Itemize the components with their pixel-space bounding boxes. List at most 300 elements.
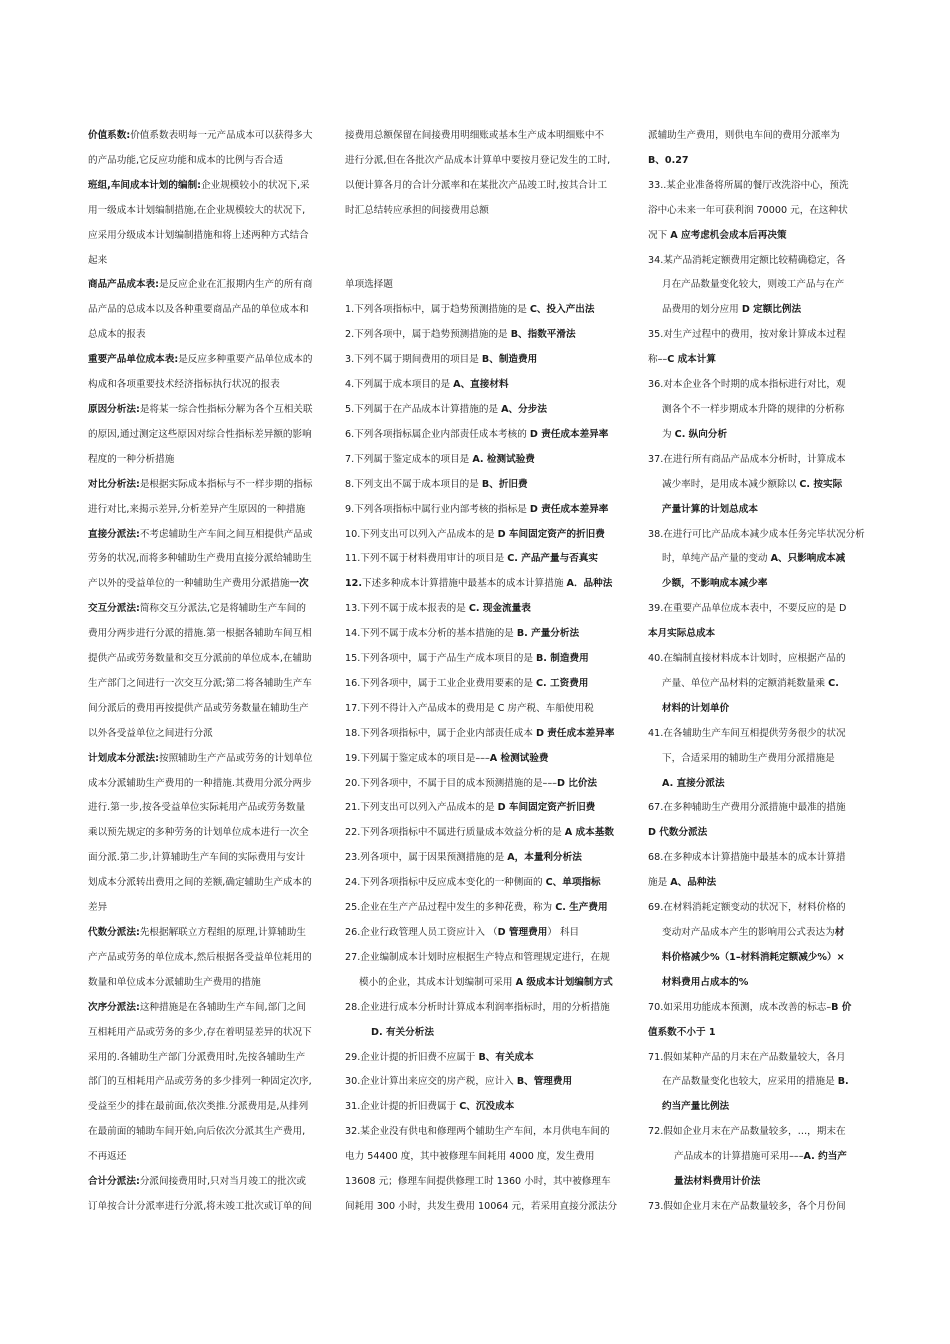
line-text: 产以外的受益单位的一种辅助生产费用分派措施 <box>88 578 290 590</box>
line-text: 产品成本的计算措施可采用––– <box>674 1151 804 1163</box>
text-line <box>345 547 635 572</box>
text-line <box>648 398 874 423</box>
bold-term: A. 检测试验费 <box>472 453 535 465</box>
text-line <box>88 348 332 373</box>
line-text: 分派间接费用时,只对当月竣工的批次或 <box>139 1176 306 1188</box>
line-text: 10.下列支出可以列入产品成本的是 <box>345 528 498 540</box>
text-line <box>345 1195 635 1220</box>
bold-term: 交互分派法: <box>88 603 140 615</box>
line-text: 构成和各项重要技术经济指标执行状况的报表 <box>88 379 280 391</box>
bold-term: C 成本计算 <box>667 354 716 366</box>
line-text: 接费用总额保留在间接费用明细账或基本生产成本明细账中不 <box>345 130 605 141</box>
text-line <box>88 796 332 821</box>
line-text: 进行对比,来揭示差异,分析差异产生原因的一种措施 <box>88 503 306 515</box>
column-right <box>648 124 874 1220</box>
text-line <box>648 697 874 722</box>
line-text: 34.某产品消耗定额费用定额比较精确稳定，各 <box>648 254 846 266</box>
line-text: 互相耗用产品或劳务的多少,存在着明显差异的状况下 <box>88 1026 312 1038</box>
bold-term: B. <box>837 1076 849 1088</box>
text-line <box>345 348 635 373</box>
text-line <box>345 871 635 896</box>
text-line <box>88 1070 332 1095</box>
bold-term: 重要产品单位成本表: <box>88 354 179 366</box>
text-line <box>345 672 635 697</box>
bold-term: B、指数平滑法 <box>510 329 576 341</box>
text-line <box>88 1021 332 1046</box>
line-text: 28.企业进行成本分析时计算成本利润率指标时，用的分析措施 <box>345 1001 610 1013</box>
line-text: 69.在材料消耗定额变动的状况下，材料价格的 <box>648 902 846 914</box>
line-text: 下述多种成本计算措施中最基本的成本计算措施 <box>362 578 567 590</box>
text-line <box>648 547 874 572</box>
line-text: 价值系数表明每一元产品成本可以获得多大 <box>130 130 313 141</box>
line-text: 程度的一种分析措施 <box>88 453 175 465</box>
bold-term: C. <box>828 677 839 689</box>
line-text: 13608 元；修理车间提供修理工时 1360 小时，其中被修理车 <box>345 1176 611 1188</box>
text-line <box>88 273 332 298</box>
line-text: 2.下列各项中，属于趋势预测措施的是 <box>345 329 511 341</box>
text-line <box>648 597 874 622</box>
bold-term: 商品产品成本表: <box>88 279 159 291</box>
line-text: 71.假如某种产品的月末在产品数量较大，各月 <box>648 1051 846 1063</box>
text-line <box>88 398 332 423</box>
bold-term: 产量计算的计划总成本 <box>662 503 758 515</box>
bold-term: B 价 <box>831 1001 852 1013</box>
line-text: 派辅助生产费用，则供电车间的费用分派率为 <box>648 130 840 141</box>
text-line <box>648 796 874 821</box>
text-line <box>648 971 874 996</box>
column-left <box>88 124 332 1220</box>
bold-term: 代数分派法: <box>88 927 140 938</box>
line-text: 39.在重要产品单位成本表中，不要反应的是 D <box>648 603 847 615</box>
text-line <box>345 323 635 348</box>
text-line <box>88 871 332 896</box>
line-text: 18.下列各项指标中，属于企业内部责任成本 <box>345 727 536 739</box>
bold-term: 计划成本分派法: <box>88 752 159 764</box>
text-line <box>345 1145 635 1170</box>
text-line <box>648 473 874 498</box>
line-text: 14.下列不属于成本分析的基本措施的是 <box>345 628 517 640</box>
bold-term: A. 直接分派法 <box>662 777 725 789</box>
line-text: 15.下列各项中，属于产品生产成本项目的是 <box>345 653 536 665</box>
bold-term: 班组,车间成本计划的编制: <box>88 179 202 191</box>
line-text: 不再返还 <box>88 1151 127 1163</box>
line-text: 订单按合计分派率进行分派,将未竣工批次或订单的间 <box>88 1200 312 1212</box>
line-text: 68.在多种成本计算措施中最基本的成本计算措 <box>648 852 846 864</box>
line-text: 生产部门之间进行一次交互分派;第二将各辅助生产车 <box>88 677 312 689</box>
text-line <box>345 697 635 722</box>
bold-term: C、沉没成本 <box>459 1101 515 1113</box>
text-line <box>345 996 635 1021</box>
text-line <box>88 498 332 523</box>
bold-term: A、直接材料 <box>453 379 509 391</box>
bold-term: 本月实际总成本 <box>648 628 716 640</box>
bold-term: 值系数不小于 1 <box>648 1026 716 1038</box>
bold-term: B、折旧费 <box>481 478 528 490</box>
text-line <box>88 547 332 572</box>
text-line <box>648 747 874 772</box>
line-text: 22.下列各项指标中不属进行质量成本效益分析的是 <box>345 827 565 839</box>
text-line <box>648 722 874 747</box>
text-line <box>648 124 874 149</box>
text-line <box>345 473 635 498</box>
text-line <box>88 747 332 772</box>
text-line <box>648 622 874 647</box>
line-text: 这种措施是在各辅助生产车间,部门之间 <box>139 1001 306 1013</box>
line-text: 38.在进行可比产品成本减少成本任务完毕状况分析 <box>648 528 865 540</box>
line-text: 进行.第一步,按各受益单位实际耗用产品或劳务数量 <box>88 802 306 814</box>
text-line <box>345 896 635 921</box>
line-text: 成本分派辅助生产费用的一种措施.其费用分派分两步 <box>88 777 312 789</box>
text-line <box>648 174 874 199</box>
bold-term: 次序分派法: <box>88 1001 140 1013</box>
text-line <box>88 124 332 149</box>
text-line <box>345 273 635 298</box>
text-line <box>648 249 874 274</box>
text-line <box>345 373 635 398</box>
line-text: 是将某一综合性指标分解为各个互相关联 <box>139 403 313 415</box>
line-text: 部门的互相耗用产品或劳务的多少排列一种固定次序, <box>88 1076 312 1088</box>
text-line <box>88 249 332 274</box>
bold-term: C. 按实际 <box>799 478 843 490</box>
bold-term: C、投入产出法 <box>529 304 595 316</box>
text-line <box>648 896 874 921</box>
bold-term: D 比价法 <box>556 777 598 789</box>
text-line <box>88 149 332 174</box>
line-text: 产量、单位产品材料的定额消耗数量乘 <box>662 677 829 689</box>
bold-term: B、制造费用 <box>481 354 538 366</box>
bold-term: D 车间固定资产折旧费 <box>497 802 596 814</box>
bold-term: C. 现金流量表 <box>468 603 531 615</box>
text-line <box>648 1120 874 1145</box>
text-line <box>88 821 332 846</box>
text-line <box>648 498 874 523</box>
text-line <box>345 647 635 672</box>
text-line <box>648 373 874 398</box>
bold-term: A 应考虑机会成本后再决策 <box>670 229 787 241</box>
line-text: 36.对本企业各个时期的成本指标进行对比，观 <box>648 379 846 391</box>
text-line <box>345 1046 635 1071</box>
text-line <box>88 622 332 647</box>
line-text: 费用分两步进行分派的措施.第一根据各辅助车间互相 <box>88 628 312 640</box>
bold-term: B、管理费用 <box>516 1076 573 1088</box>
bold-term: 约当产量比例法 <box>662 1101 730 1113</box>
bold-term: C. 生产费用 <box>555 902 608 914</box>
bold-term: A、品种法 <box>670 877 717 889</box>
line-text: 采用的.各辅助生产部门分派费用时,先按各辅助生产 <box>88 1051 306 1063</box>
line-text: 变动对产品成本产生的影响用公式表达为 <box>662 927 835 938</box>
bold-term: B. 制造费用 <box>536 653 589 665</box>
text-line <box>648 672 874 697</box>
bold-term: 材料费用占成本的% <box>662 976 749 988</box>
line-text: 8.下列支出不属于成本项目的是 <box>345 478 482 490</box>
text-line <box>648 1046 874 1071</box>
bold-term: 一次 <box>289 578 309 590</box>
text-line <box>648 298 874 323</box>
text-line <box>88 1095 332 1120</box>
line-text: 25.企业在生产产品过程中发生的多种花费，称为 <box>345 902 556 914</box>
text-line <box>345 572 635 597</box>
text-line <box>648 224 874 249</box>
bold-term: 料价格减少%（1–材料消耗定额减少%）× <box>662 951 845 963</box>
line-text: 33..某企业准备将所属的餐厅改洗浴中心，预洗 <box>648 179 849 191</box>
line-text: 23.列各项中，属于因果预测措施的是 <box>345 852 508 864</box>
bold-term: C. 工资费用 <box>536 677 589 689</box>
text-line <box>648 996 874 1021</box>
text-line <box>88 373 332 398</box>
text-line <box>648 871 874 896</box>
line-text: 35.对生产过程中的费用，按对象计算成本过程 <box>648 329 846 341</box>
text-line <box>88 896 332 921</box>
text-line <box>345 747 635 772</box>
bold-term: C. 纵向分析 <box>674 428 728 440</box>
bold-term: D 车间固定资产的折旧费 <box>497 528 605 540</box>
text-line <box>648 772 874 797</box>
bold-term: 少额，不影响成本减少率 <box>662 578 768 590</box>
text-line <box>648 423 874 448</box>
text-line <box>88 423 332 448</box>
line-text: 施是 <box>648 877 671 889</box>
bold-term: A、分步法 <box>501 403 547 415</box>
text-line <box>88 224 332 249</box>
text-line <box>345 149 635 174</box>
text-line <box>345 1021 635 1046</box>
text-line <box>345 1095 635 1120</box>
bold-term: 原因分析法: <box>88 403 140 415</box>
line-text: 数量和单位成本分派辅助生产费用的措施 <box>88 976 261 988</box>
line-text: 40.在编制直接材料成本计划时，应根据产品的 <box>648 653 846 665</box>
bold-term: C. 产品产量与否真实 <box>507 553 598 565</box>
text-line <box>345 722 635 747</box>
text-line <box>88 996 332 1021</box>
text-line <box>648 1170 874 1195</box>
bold-term: D 责任成本差异率 <box>536 727 615 739</box>
text-line <box>88 647 332 672</box>
line-text: 是根据实际成本指标与不一样步期的指标 <box>139 478 313 490</box>
line-text: 以便计算各月的合计分派率和在某批次产品竣工时,按其合计工 <box>345 179 608 191</box>
line-text: 16.下列各项中，属于工业企业费用要素的是 <box>345 677 536 689</box>
text-line <box>345 174 635 199</box>
text-line <box>345 796 635 821</box>
line-text: 30.企业计算出来应交的房产税，应计入 <box>345 1076 517 1088</box>
line-text: 41.在各辅助生产车间互相提供劳务很少的状况 <box>648 727 846 739</box>
line-text: 电力 54400 度，其中被修理车间耗用 4000 度，发生费用 <box>345 1151 595 1163</box>
text-line <box>88 672 332 697</box>
bold-term: A 检测试验费 <box>489 752 549 764</box>
line-text: 月在产品数量变化较大，则竣工产品与在产 <box>662 279 845 291</box>
line-text: 间分派后的费用再按提供产品或劳务数量在辅助生产 <box>88 702 309 714</box>
text-line <box>345 423 635 448</box>
text-line <box>345 523 635 548</box>
line-text: 70.如采用功能成本预测，成本改善的标志– <box>648 1001 832 1013</box>
bold-term: B. 产量分析法 <box>516 628 580 640</box>
line-text: 先根据解联立方程组的原理,计算辅助生 <box>139 927 306 938</box>
line-text: 面分派.第二步,计算辅助生产车间的实际费用与安计 <box>88 852 306 864</box>
text-line <box>345 199 635 224</box>
line-text: 3.下列不属于期间费用的项目是 <box>345 354 482 366</box>
line-text: 29.企业计提的折旧费不应属于 <box>345 1051 479 1063</box>
line-text: 4.下列属于成本项目的是 <box>345 379 454 391</box>
line-text: 况下 <box>648 229 671 241</box>
text-line <box>345 249 635 274</box>
line-text: 31.企业计提的折旧费属于 <box>345 1101 460 1113</box>
text-line <box>648 1070 874 1095</box>
bold-term: A 成本基数 <box>564 827 614 839</box>
text-line <box>345 1170 635 1195</box>
text-line <box>345 448 635 473</box>
line-text: 乘以预先规定的多种劳务的计划单位成本进行一次全 <box>88 827 309 839</box>
bold-term: 价值系数: <box>88 130 131 141</box>
line-text: 品产品的总成本以及各种重要商品产品的单位成本和 <box>88 304 309 316</box>
line-text: 时汇总结转应承担的间接费用总额 <box>345 204 489 216</box>
bold-term: D 代数分派法 <box>648 827 708 839</box>
line-text: 7.下列属于鉴定成本的项目是 <box>345 453 473 465</box>
text-line <box>345 946 635 971</box>
text-line <box>88 323 332 348</box>
text-line <box>345 846 635 871</box>
line-text: 称–– <box>648 354 668 366</box>
text-line <box>648 448 874 473</box>
line-text: 模小的企业，其成本计划编制可采用 <box>359 976 516 988</box>
line-text: 24.下列各项指标中反应成本变化的一种侧面的 <box>345 877 546 889</box>
text-line <box>88 1145 332 1170</box>
text-line <box>648 273 874 298</box>
text-line <box>88 971 332 996</box>
text-line <box>648 348 874 373</box>
text-line <box>648 647 874 672</box>
bold-term: D 责任成本差异率 <box>529 428 609 440</box>
text-line <box>345 921 635 946</box>
text-line <box>88 1046 332 1071</box>
text-line <box>345 772 635 797</box>
line-text: 提供产品或劳务数量和交互分派前的单位成本,在辅助 <box>88 653 312 665</box>
text-line <box>345 124 635 149</box>
line-text: 单项选择题 <box>345 279 393 291</box>
line-text: ） 科目 <box>547 927 580 938</box>
text-line <box>648 946 874 971</box>
bold-term: B、0.27 <box>648 154 689 166</box>
text-line <box>88 697 332 722</box>
line-text: 起来 <box>88 254 108 266</box>
line-text: 差异 <box>88 902 108 914</box>
text-line <box>648 1145 874 1170</box>
line-text: 72.假如企业月末在产品数量较多，…，期末在 <box>648 1126 846 1138</box>
line-text: 1.下列各项指标中，属于趋势预测措施的是 <box>345 304 530 316</box>
text-line <box>88 199 332 224</box>
line-text: 浴中心未来一年可获利润 70000 元，在这种状 <box>648 204 848 216</box>
bold-term: 材料的计划单价 <box>662 702 730 714</box>
line-text: 时，单纯产品产量的变动 <box>662 553 771 565</box>
bold-term: C、单项指标 <box>545 877 601 889</box>
text-line <box>648 149 874 174</box>
line-text: 26.企业行政管理人员工资应计入 （ <box>345 927 498 938</box>
line-text: 在最前面的辅助车间开始,向后依次分派其生产费用, <box>88 1126 306 1138</box>
line-text: 5.下列属于在产品成本计算措施的是 <box>345 403 502 415</box>
line-text: 应采用分级成本计划编制措施和将上述两种方式结合 <box>88 229 309 241</box>
bold-term: 直接分派法: <box>88 528 140 540</box>
line-text: 间耗用 300 小时，共发生费用 10064 元，若采用直接分派法分 <box>345 1200 618 1212</box>
text-line <box>648 323 874 348</box>
bold-term: B、有关成本 <box>478 1051 534 1063</box>
text-line <box>88 921 332 946</box>
text-line <box>88 1170 332 1195</box>
bold-term: 合计分派法: <box>88 1176 140 1188</box>
bold-term: D 定额比例法 <box>741 304 802 316</box>
text-line <box>88 174 332 199</box>
line-text: 73.假如企业月末在产品数量较多，各个月份间 <box>648 1200 846 1212</box>
text-line <box>88 722 332 747</box>
line-text: 下，合适采用的辅助生产费用分派措施是 <box>662 752 835 764</box>
text-line <box>648 199 874 224</box>
text-line <box>648 1021 874 1046</box>
text-line <box>88 846 332 871</box>
text-line <box>648 1095 874 1120</box>
text-line <box>345 1070 635 1095</box>
bold-term: A．品种法 <box>566 578 613 590</box>
line-text: 27.企业编制成本计划时应根据生产特点和管理规定进行，在规 <box>345 951 610 963</box>
text-line <box>648 572 874 597</box>
line-text: 用一级成本计划编制措施,在企业规模较大的状况下, <box>88 204 306 216</box>
line-text: 67.在多种辅助生产费用分派措施中最准的措施 <box>648 802 846 814</box>
line-text: 测各个不一样步期成本升降的规律的分析称 <box>662 403 845 415</box>
line-text: 总成本的报表 <box>88 329 146 341</box>
line-text: 产产品或劳务的单位成本,然后根据各受益单位耗用的 <box>88 951 312 963</box>
line-text: 32.某企业没有供电和修理两个辅助生产车间，本月供电车间的 <box>345 1126 610 1138</box>
line-text: 进行分派,但在各批次产品成本计算单中要按月登记发生的工时, <box>345 154 611 166</box>
text-line <box>345 398 635 423</box>
line-text: 劳务的状况,而将多种辅助生产费用直接分派给辅助生 <box>88 553 312 565</box>
text-line <box>345 971 635 996</box>
text-line <box>88 946 332 971</box>
line-text: 6.下列各项指标属企业内部责任成本考核的 <box>345 428 530 440</box>
line-text: 的原因,通过测定这些原因对综合性指标差异额的影响 <box>88 428 312 440</box>
bold-term: A，本量利分析法 <box>507 852 582 864</box>
text-line <box>345 298 635 323</box>
bold-term: 对比分析法: <box>88 478 140 490</box>
bold-term: D 管理费用 <box>497 927 548 938</box>
line-text: 20.下列各项中，不属于目的成本预测措施的是––– <box>345 777 557 789</box>
text-line <box>88 772 332 797</box>
bold-term: D 责任成本差异率 <box>529 503 609 515</box>
bold-term: 量法材料费用计价法 <box>674 1176 761 1188</box>
text-line <box>88 298 332 323</box>
text-line <box>88 572 332 597</box>
line-text: 受益至少的排在最前面,依次类推.分派费用是,从排列 <box>88 1101 309 1113</box>
bold-term: 材 <box>834 927 845 938</box>
line-text: 减少率时，是用成本减少额除以 <box>662 478 800 490</box>
text-line <box>345 821 635 846</box>
line-text: 19.下列属于鉴定成本的项目是––– <box>345 752 490 764</box>
line-text: 17.下列不得计入产品成本的费用是 C 房产税、车船使用税 <box>345 702 594 714</box>
bold-term: A 级成本计划编制方式 <box>515 976 613 988</box>
column-middle <box>345 124 635 1220</box>
line-text: 按照辅助生产产品或劳务的计划单位 <box>159 752 313 764</box>
text-line <box>88 1120 332 1145</box>
line-text: 9.下列各项指标中属行业内部考核的指标是 <box>345 503 530 515</box>
text-line <box>345 597 635 622</box>
line-text: 13.下列不属于成本报表的是 <box>345 603 469 615</box>
bold-term: A. 约当产 <box>803 1151 847 1163</box>
line-text: 简称交互分派法,它是将辅助生产车间的 <box>139 603 306 615</box>
line-text: 是反应多种重要产品单位成本的 <box>178 354 313 366</box>
line-text: 企业规模较小的状况下,采 <box>201 179 310 191</box>
text-line <box>88 1195 332 1220</box>
text-line <box>345 498 635 523</box>
line-text: 21.下列支出可以列入产品成本的是 <box>345 802 498 814</box>
text-line <box>648 523 874 548</box>
line-text: 为 <box>662 428 675 440</box>
text-line <box>648 1195 874 1220</box>
text-line <box>648 921 874 946</box>
